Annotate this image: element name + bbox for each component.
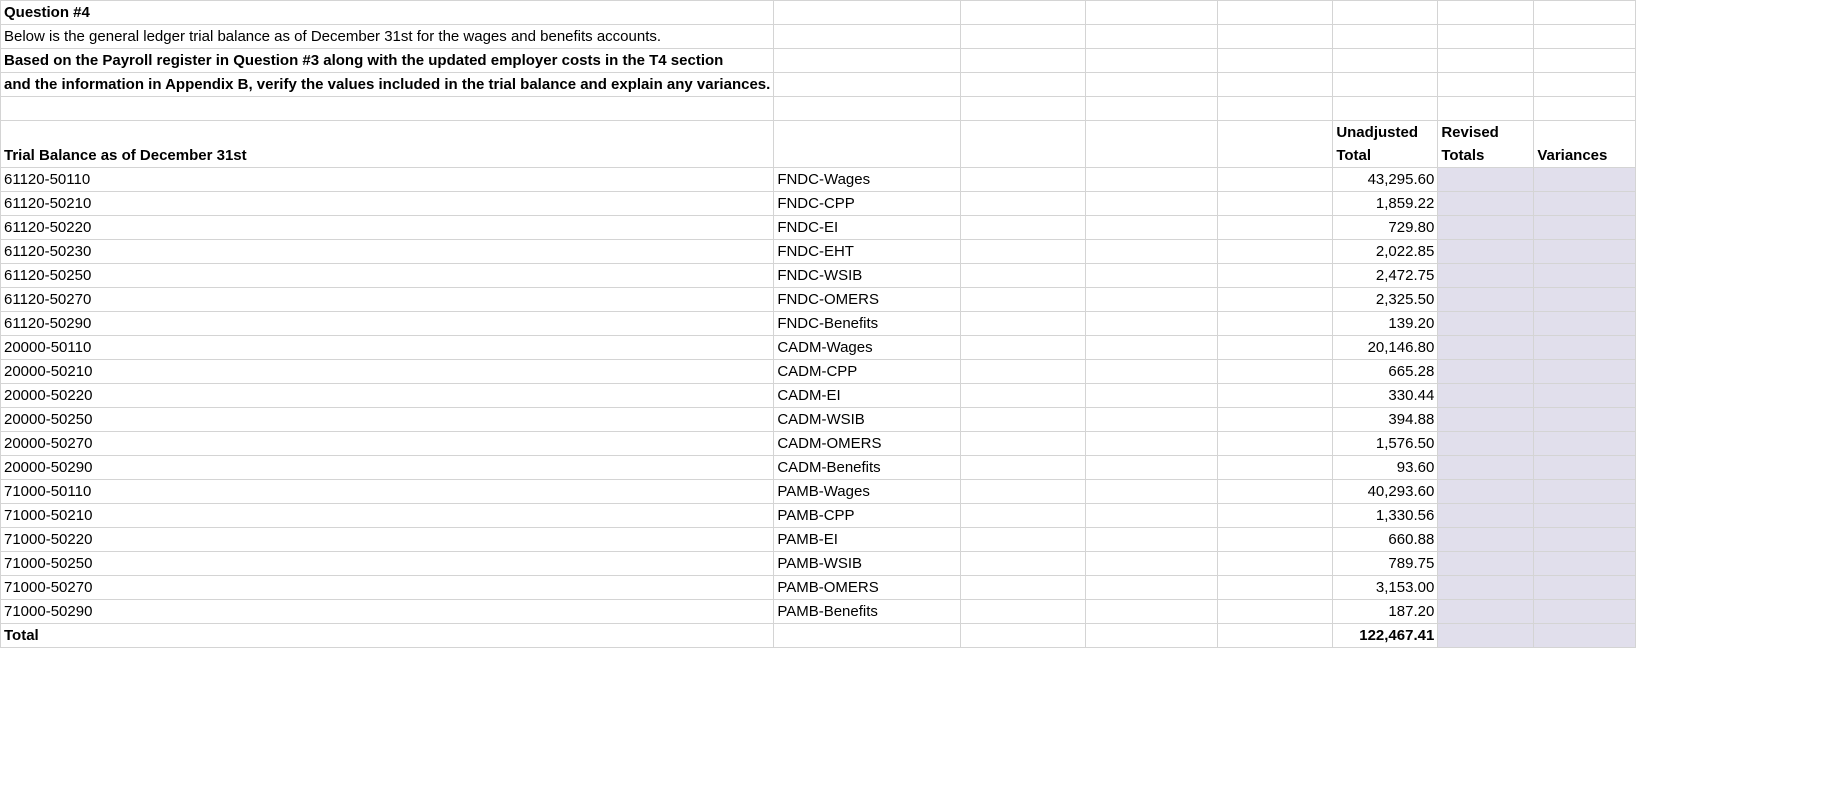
variance-input[interactable]: [1534, 384, 1636, 408]
description-cell[interactable]: FNDC-EI: [774, 216, 961, 240]
empty-cell[interactable]: [961, 192, 1086, 216]
empty-cell[interactable]: [1086, 360, 1218, 384]
empty-cell[interactable]: [1086, 576, 1218, 600]
description-cell[interactable]: FNDC-CPP: [774, 192, 961, 216]
variance-input[interactable]: [1534, 240, 1636, 264]
table-row: [1, 600, 1636, 624]
table-row: [1, 528, 1636, 552]
row-question-title: [1, 1, 1636, 25]
account-cell[interactable]: 61120-50110: [1, 168, 774, 192]
revised-total-input[interactable]: [1438, 384, 1534, 408]
revised-total-input[interactable]: [1438, 168, 1534, 192]
description-cell[interactable]: PAMB-Wages: [774, 480, 961, 504]
empty-cell[interactable]: [1218, 600, 1333, 624]
empty-cell[interactable]: [1086, 600, 1218, 624]
empty-cell[interactable]: [1086, 480, 1218, 504]
variance-input[interactable]: [1534, 264, 1636, 288]
account-cell[interactable]: 20000-50270: [1, 432, 774, 456]
unadjusted-amount-cell[interactable]: 665.28: [1333, 360, 1438, 384]
unadjusted-amount-cell[interactable]: 394.88: [1333, 408, 1438, 432]
revised-total-input[interactable]: [1438, 288, 1534, 312]
description-cell[interactable]: CADM-OMERS: [774, 432, 961, 456]
empty-cell[interactable]: [1086, 288, 1218, 312]
unadjusted-amount-cell[interactable]: 2,325.50: [1333, 288, 1438, 312]
account-cell[interactable]: 71000-50290: [1, 600, 774, 624]
instruction-cell-1[interactable]: Based on the Payroll register in Question #3 along with the updated employer costs in the T4 section: [1, 49, 774, 73]
description-cell[interactable]: FNDC-WSIB: [774, 264, 961, 288]
table-row: [1, 432, 1636, 456]
unadjusted-amount-cell[interactable]: 40,293.60: [1333, 480, 1438, 504]
variance-input[interactable]: [1534, 336, 1636, 360]
description-cell[interactable]: FNDC-Benefits: [774, 312, 961, 336]
account-cell[interactable]: 61120-50220: [1, 216, 774, 240]
empty-cell[interactable]: [1086, 624, 1218, 648]
revised-total-input[interactable]: [1438, 264, 1534, 288]
table-row: [1, 336, 1636, 360]
variance-input[interactable]: [1534, 504, 1636, 528]
variance-input[interactable]: [1534, 600, 1636, 624]
unadjusted-amount-cell[interactable]: 187.20: [1333, 600, 1438, 624]
variance-input[interactable]: [1534, 312, 1636, 336]
account-cell[interactable]: 20000-50220: [1, 384, 774, 408]
account-cell[interactable]: 61120-50230: [1, 240, 774, 264]
empty-cell[interactable]: [1086, 336, 1218, 360]
unadjusted-amount-cell[interactable]: 789.75: [1333, 552, 1438, 576]
description-cell[interactable]: CADM-Wages: [774, 336, 961, 360]
empty-cell[interactable]: [1086, 312, 1218, 336]
empty-cell[interactable]: [1218, 480, 1333, 504]
unadjusted-total-header[interactable]: Unadjusted Total: [1333, 121, 1438, 168]
row-intro: [1, 25, 1636, 49]
trial-balance-header[interactable]: Trial Balance as of December 31st: [1, 121, 774, 168]
description-cell[interactable]: PAMB-WSIB: [774, 552, 961, 576]
row-blank: [1, 97, 1636, 121]
empty-cell[interactable]: [1086, 168, 1218, 192]
table-row: [1, 552, 1636, 576]
variances-header[interactable]: Variances: [1534, 121, 1636, 168]
description-cell[interactable]: FNDC-EHT: [774, 240, 961, 264]
account-cell[interactable]: 61120-50270: [1, 288, 774, 312]
unadjusted-amount-cell[interactable]: 729.80: [1333, 216, 1438, 240]
variance-input[interactable]: [1534, 552, 1636, 576]
empty-cell[interactable]: [961, 456, 1086, 480]
empty-cell[interactable]: [1218, 168, 1333, 192]
empty-cell[interactable]: [961, 408, 1086, 432]
empty-cell[interactable]: [961, 360, 1086, 384]
empty-cell[interactable]: [1086, 456, 1218, 480]
description-cell[interactable]: CADM-CPP: [774, 360, 961, 384]
unadjusted-amount-cell[interactable]: 2,022.85: [1333, 240, 1438, 264]
account-cell[interactable]: 20000-50250: [1, 408, 774, 432]
empty-cell[interactable]: [1218, 528, 1333, 552]
unadjusted-amount-cell[interactable]: 1,859.22: [1333, 192, 1438, 216]
revised-total-input[interactable]: [1438, 528, 1534, 552]
description-cell[interactable]: CADM-EI: [774, 384, 961, 408]
empty-cell[interactable]: [961, 528, 1086, 552]
empty-cell[interactable]: [1218, 240, 1333, 264]
instruction-cell-2[interactable]: and the information in Appendix B, verify the values included in the trial balance and explain any variances.: [1, 73, 774, 97]
account-cell[interactable]: 61120-50290: [1, 312, 774, 336]
row-header: [1, 121, 1636, 168]
variance-input[interactable]: [1534, 456, 1636, 480]
description-cell[interactable]: PAMB-OMERS: [774, 576, 961, 600]
variance-input[interactable]: [1534, 360, 1636, 384]
empty-cell[interactable]: [1086, 240, 1218, 264]
revised-total-input[interactable]: [1438, 576, 1534, 600]
description-cell[interactable]: PAMB-EI: [774, 528, 961, 552]
variance-input[interactable]: [1534, 528, 1636, 552]
variance-sum-input[interactable]: [1534, 624, 1636, 648]
account-cell[interactable]: 71000-50250: [1, 552, 774, 576]
total-amount[interactable]: 122,467.41: [1333, 624, 1438, 648]
account-cell[interactable]: 61120-50250: [1, 264, 774, 288]
revised-total-input[interactable]: [1438, 504, 1534, 528]
revised-total-input[interactable]: [1438, 240, 1534, 264]
empty-cell[interactable]: [961, 168, 1086, 192]
description-cell[interactable]: FNDC-OMERS: [774, 288, 961, 312]
empty-cell[interactable]: [1218, 576, 1333, 600]
revised-totals-header[interactable]: Revised Totals: [1438, 121, 1534, 168]
empty-cell[interactable]: [1218, 288, 1333, 312]
empty-cell[interactable]: [961, 336, 1086, 360]
empty-cell[interactable]: [961, 216, 1086, 240]
revised-total-input[interactable]: [1438, 312, 1534, 336]
table-row: [1, 576, 1636, 600]
empty-cell[interactable]: [1086, 552, 1218, 576]
account-cell[interactable]: 71000-50270: [1, 576, 774, 600]
revised-total-input[interactable]: [1438, 192, 1534, 216]
empty-cell[interactable]: [1218, 336, 1333, 360]
empty-cell[interactable]: [1218, 624, 1333, 648]
empty-cell[interactable]: [961, 384, 1086, 408]
unadjusted-amount-cell[interactable]: 139.20: [1333, 312, 1438, 336]
description-cell[interactable]: FNDC-Wages: [774, 168, 961, 192]
revised-total-input[interactable]: [1438, 336, 1534, 360]
table-row: [1, 408, 1636, 432]
empty-cell[interactable]: [961, 624, 1086, 648]
account-cell[interactable]: 20000-50210: [1, 360, 774, 384]
account-cell[interactable]: 71000-50110: [1, 480, 774, 504]
empty-cell[interactable]: [1086, 528, 1218, 552]
description-cell[interactable]: CADM-Benefits: [774, 456, 961, 480]
empty-cell[interactable]: [961, 504, 1086, 528]
empty-cell[interactable]: [1086, 264, 1218, 288]
revised-total-input[interactable]: [1438, 456, 1534, 480]
empty-cell[interactable]: [1086, 504, 1218, 528]
account-cell[interactable]: 20000-50110: [1, 336, 774, 360]
revised-total-input[interactable]: [1438, 360, 1534, 384]
variance-input[interactable]: [1534, 168, 1636, 192]
empty-cell[interactable]: [1218, 456, 1333, 480]
empty-cell[interactable]: [961, 552, 1086, 576]
revised-total-input[interactable]: [1438, 480, 1534, 504]
table-row: [1, 192, 1636, 216]
table-row: [1, 168, 1636, 192]
total-row: [1, 624, 1636, 648]
revised-total-input[interactable]: [1438, 408, 1534, 432]
variance-input[interactable]: [1534, 216, 1636, 240]
table-row: [1, 480, 1636, 504]
empty-cell[interactable]: [961, 600, 1086, 624]
empty-cell[interactable]: [1086, 384, 1218, 408]
empty-cell[interactable]: [1086, 216, 1218, 240]
revised-total-input[interactable]: [1438, 552, 1534, 576]
table-row: [1, 288, 1636, 312]
empty-cell[interactable]: [1218, 504, 1333, 528]
revised-total-input[interactable]: [1438, 600, 1534, 624]
empty-cell[interactable]: [961, 576, 1086, 600]
total-label[interactable]: Total: [1, 624, 774, 648]
empty-cell[interactable]: [1218, 384, 1333, 408]
empty-cell[interactable]: [961, 480, 1086, 504]
unadjusted-amount-cell[interactable]: 3,153.00: [1333, 576, 1438, 600]
empty-cell[interactable]: [1086, 432, 1218, 456]
variance-input[interactable]: [1534, 432, 1636, 456]
empty-cell[interactable]: [1086, 408, 1218, 432]
empty-cell[interactable]: [961, 240, 1086, 264]
table-row: [1, 504, 1636, 528]
empty-cell[interactable]: [1218, 312, 1333, 336]
revised-total-input[interactable]: [1438, 216, 1534, 240]
unadjusted-amount-cell[interactable]: 20,146.80: [1333, 336, 1438, 360]
unadjusted-amount-cell[interactable]: 330.44: [1333, 384, 1438, 408]
row-instruction-2: [1, 73, 1636, 97]
empty-cell[interactable]: [1218, 552, 1333, 576]
account-cell[interactable]: 71000-50220: [1, 528, 774, 552]
empty-cell[interactable]: [961, 312, 1086, 336]
revised-total-sum-input[interactable]: [1438, 624, 1534, 648]
revised-total-input[interactable]: [1438, 432, 1534, 456]
variance-input[interactable]: [1534, 192, 1636, 216]
unadjusted-amount-cell[interactable]: 660.88: [1333, 528, 1438, 552]
empty-cell[interactable]: [961, 432, 1086, 456]
description-cell[interactable]: CADM-WSIB: [774, 408, 961, 432]
unadjusted-amount-cell[interactable]: 1,330.56: [1333, 504, 1438, 528]
description-cell[interactable]: PAMB-Benefits: [774, 600, 961, 624]
account-cell[interactable]: 20000-50290: [1, 456, 774, 480]
empty-cell[interactable]: [1218, 432, 1333, 456]
empty-cell[interactable]: [1086, 192, 1218, 216]
unadjusted-amount-cell[interactable]: 2,472.75: [1333, 264, 1438, 288]
table-row: [1, 360, 1636, 384]
table-row: [1, 384, 1636, 408]
unadjusted-amount-cell[interactable]: 1,576.50: [1333, 432, 1438, 456]
intro-cell[interactable]: Below is the general ledger trial balance as of December 31st for the wages and benefits accounts.: [1, 25, 774, 49]
empty-cell[interactable]: [774, 624, 961, 648]
table-row: [1, 312, 1636, 336]
question-title-cell[interactable]: Question #4: [1, 1, 774, 25]
variance-input[interactable]: [1534, 576, 1636, 600]
variance-input[interactable]: [1534, 288, 1636, 312]
description-cell[interactable]: PAMB-CPP: [774, 504, 961, 528]
empty-cell[interactable]: [961, 264, 1086, 288]
account-cell[interactable]: 71000-50210: [1, 504, 774, 528]
empty-cell[interactable]: [1218, 360, 1333, 384]
row-instruction-1: [1, 49, 1636, 73]
variance-input[interactable]: [1534, 408, 1636, 432]
table-row: [1, 264, 1636, 288]
variance-input[interactable]: [1534, 480, 1636, 504]
account-cell[interactable]: 61120-50210: [1, 192, 774, 216]
table-row: [1, 456, 1636, 480]
unadjusted-amount-cell[interactable]: 43,295.60: [1333, 168, 1438, 192]
table-row: [1, 240, 1636, 264]
unadjusted-amount-cell[interactable]: 93.60: [1333, 456, 1438, 480]
table-row: [1, 216, 1636, 240]
empty-cell[interactable]: [1218, 216, 1333, 240]
empty-cell[interactable]: [1218, 408, 1333, 432]
empty-cell[interactable]: [1218, 264, 1333, 288]
empty-cell[interactable]: [1218, 192, 1333, 216]
empty-cell[interactable]: [961, 288, 1086, 312]
